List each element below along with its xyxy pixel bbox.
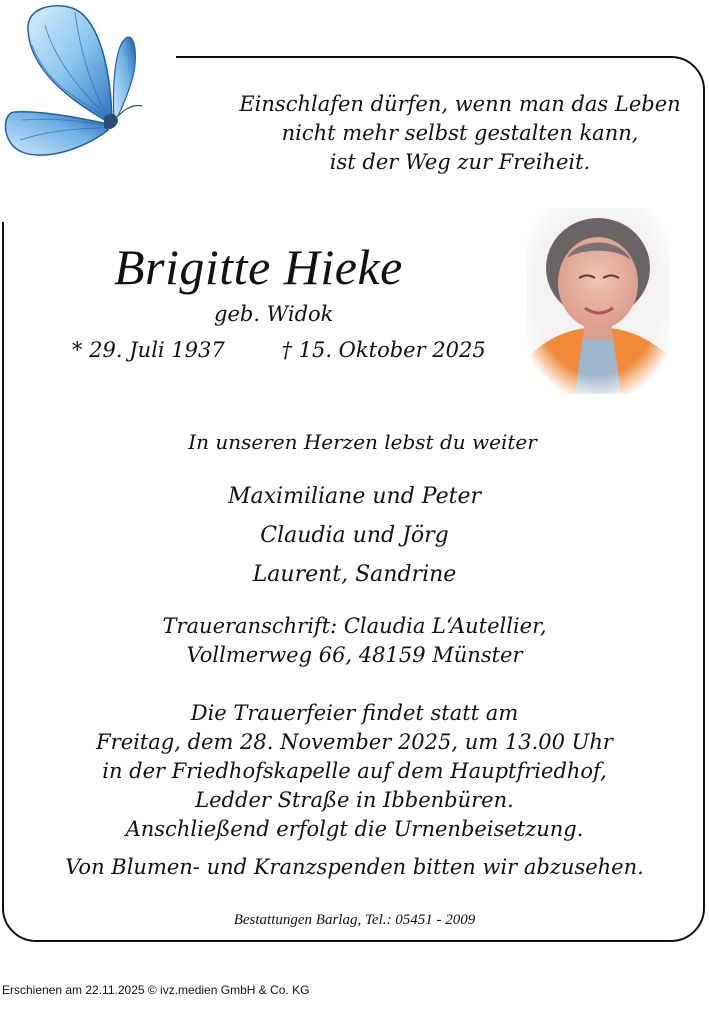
quote-line: Einschlafen dürfen, wenn man das Leben [239,92,681,116]
mourning-address [0,612,709,670]
quote-line: ist der Weg zur Freiheit. [329,150,591,174]
death-date: † 15. Oktober 2025 [281,338,486,362]
address-line: Traueranschrift: Claudia L‘Autellier, [162,614,547,638]
butterfly-icon [0,0,150,160]
ceremony-line: in der Friedhofskapelle auf dem Hauptfriedhof, [102,759,607,783]
ceremony-line: Freitag, dem 28. November 2025, um 13.00 Uhr [96,730,613,754]
portrait-photo [527,208,669,394]
publication-footer: Erschienen am 22.11.2025 © ivz.medien GmbH & Co. KG [2,983,310,997]
family-member: Claudia und Jörg [260,523,449,548]
address-line: Vollmerweg 66, 48159 Münster [186,643,523,667]
quote-line: nicht mehr selbst gestalten kann, [281,121,639,145]
family-member: Laurent, Sandrine [252,562,457,587]
ceremony-line: Anschließend erfolgt die Urnenbeisetzung. [125,817,584,841]
birth-name: geb. Widok [214,302,334,326]
deceased-name: Brigitte Hieke [114,239,403,295]
family-list [0,477,709,594]
ceremony-info [0,699,709,844]
tagline: In unseren Herzen lebst du weiter [188,430,537,454]
ceremony-line: Ledder Straße in Ibbenbüren. [195,788,514,812]
birth-date: * 29. Juli 1937 [72,338,225,362]
flowers-note: Von Blumen- und Kranzspenden bitten wir abzusehen. [65,855,644,879]
undertaker-contact: Bestattungen Barlag, Tel.: 05451 - 2009 [233,912,476,928]
ceremony-line: Die Trauerfeier findet statt am [190,701,519,725]
life-dates [72,338,486,362]
family-member: Maximiliane und Peter [228,484,481,509]
quote-block [225,90,695,177]
